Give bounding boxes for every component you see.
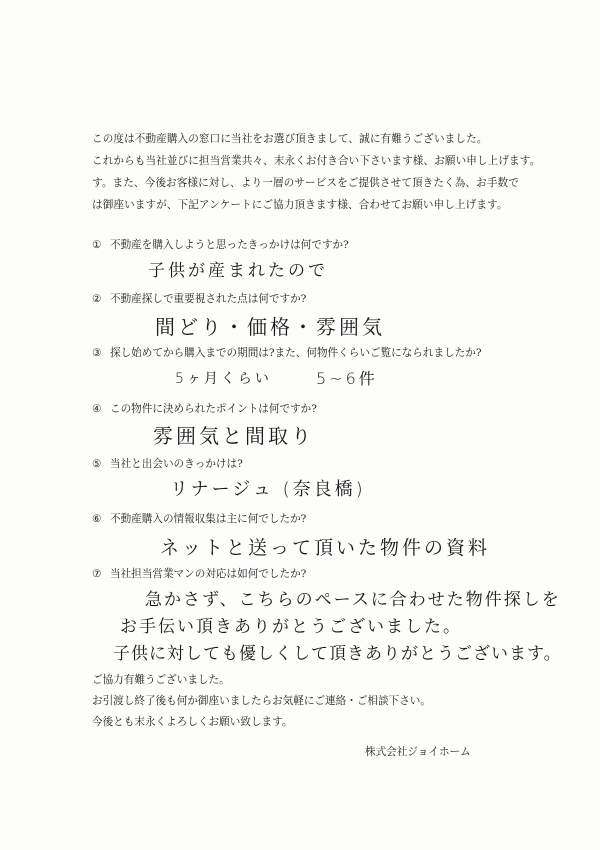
question-7 [92,566,306,581]
question-text: 探し始めてから購入までの期間は?また、何物件くらいご覧になられましたか? [110,347,482,359]
question-6 [92,511,306,526]
answer-1: 子供が産まれたので [148,261,328,281]
question-text: この物件に決められたポイントは何ですか? [110,403,317,415]
question-3 [92,345,482,360]
intro-line: は御座いますが、下記アンケートにご協力頂きます様、合わせてお願い申し上げます。 [92,199,508,211]
answer-3-count: 5~6件 [316,369,378,388]
question-number: ⑦ [92,568,102,580]
answer-7-line-3: 子供に対しても優しくして頂きありがとうございます。 [113,644,562,664]
question-text: 当社担当営業マンの対応は如何でしたか? [110,568,307,580]
answer-2: 間どり・価格・雰囲気 [155,315,385,339]
question-1 [92,237,349,252]
question-5 [92,456,243,471]
question-text: 不動産を購入しようと思ったきっかけは何ですか? [110,239,349,251]
question-4 [92,401,317,416]
question-text: 当社と出会いのきっかけは? [110,458,243,470]
intro-paragraph [92,128,541,216]
question-number: ③ [92,347,102,359]
answer-5: リナージュ (奈良橋) [170,479,366,500]
question-text: 不動産購入の情報収集は主に何でしたか? [110,513,307,525]
company-name: 株式会社ジョイホーム [365,746,471,758]
question-number: ⑥ [92,513,102,525]
intro-line: これからも当社並びに担当営業共々、末永くお付き合い下さいます様、お願い申し上げます。 [92,155,541,167]
question-number: ① [92,239,102,251]
intro-line: す。また、今後お客様に対し、より一層のサービスをご提供させて頂きたく為、お手数で [92,177,519,189]
closing-line: お引渡し終了後も何か御座いましたらお気軽にご連絡・ご相談下さい。 [92,695,431,707]
question-number: ② [92,293,102,305]
closing-paragraph [92,670,512,733]
answer-4: 雰囲気と間取り [153,424,314,448]
closing-line: 今後とも末永くよろしくお願い致します。 [92,716,293,728]
answer-7-line-2: お手伝い頂きありがとうございました。 [120,617,462,637]
intro-line: この度は不動産購入の窓口に当社をお選び頂きまして、誠に有難うございました。 [92,133,488,145]
question-number: ⑤ [92,458,102,470]
answer-3-period: 5ヶ月くらい [175,371,272,387]
answer-7-line-1: 急かさず、こちらのペースに合わせた物件探しを [145,590,561,610]
question-text: 不動産探しで重要視された点は何ですか? [110,293,307,305]
question-number: ④ [92,403,102,415]
closing-line: ご協力有難うございました。 [92,674,230,686]
answer-6: ネットと送って頂いた物件の資料 [160,537,491,559]
question-2 [92,291,306,306]
